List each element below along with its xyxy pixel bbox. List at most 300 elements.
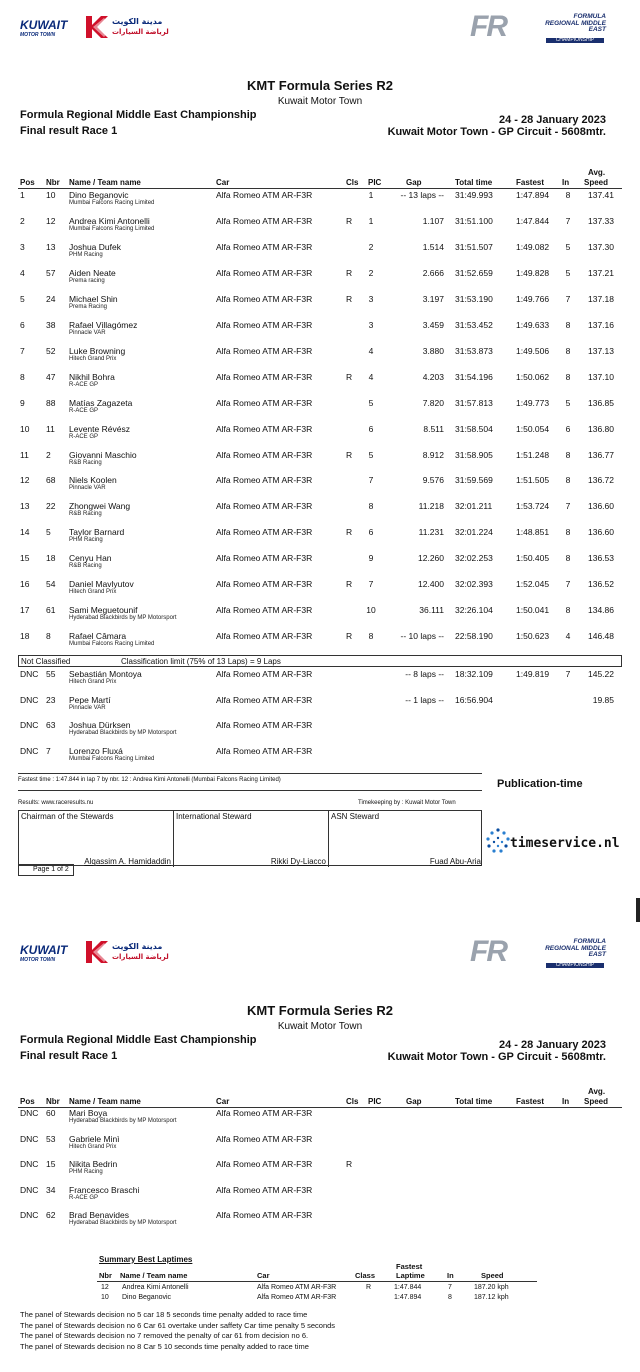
result-nbr: 60 [46, 1108, 56, 1118]
result-name: Nikita Bedrin [69, 1159, 118, 1170]
result-name: Joshua Dufek [69, 241, 121, 252]
result-gap: -- 10 laps -- [400, 631, 444, 642]
result-cls: R [346, 1159, 353, 1170]
result-total: 31:52.659 [455, 267, 493, 278]
result-pic: 2 [368, 267, 374, 278]
result-pic: 7 [368, 579, 374, 590]
result-team: R&B Racing [69, 511, 102, 518]
event-venue: Kuwait Motor Town - GP Circuit - 5608mtr. [387, 1051, 606, 1063]
col-header-in: In [562, 1097, 570, 1106]
result-name: Michael Shin [69, 293, 118, 304]
kmt-k-mark-icon [84, 14, 110, 40]
result-total: 31:57.813 [455, 397, 493, 408]
result-row [0, 720, 640, 746]
result-pic: 8 [368, 631, 374, 642]
col-header-nbr: Nbr [46, 178, 60, 187]
result-team: R-ACE GP [69, 381, 99, 388]
result-nbr: 5 [46, 527, 51, 538]
result-fastest: 1:50.623 [516, 631, 550, 642]
result-team: Pinnacle VAR [69, 704, 106, 711]
result-nbr: 61 [46, 605, 56, 616]
result-gap: 3.197 [422, 293, 444, 304]
result-pic: 3 [368, 293, 374, 304]
result-name: Niels Koolen [69, 475, 117, 486]
result-car: Alfa Romeo ATM AR-F3R [216, 267, 313, 278]
result-row [0, 527, 640, 553]
result-total: 31:53.873 [455, 345, 493, 356]
result-total: 31:59.569 [455, 475, 493, 486]
result-pos: 16 [20, 579, 30, 590]
result-cls: R [346, 449, 353, 460]
result-pos: 9 [20, 397, 25, 408]
results-url: Results: www.raceresults.nu [18, 800, 94, 806]
result-name: Taylor Barnard [69, 527, 125, 538]
result-row [0, 294, 640, 320]
result-team: Pinnacle VAR [69, 485, 106, 492]
result-nbr: 52 [46, 345, 56, 356]
summary-nbr: 12 [101, 1284, 109, 1291]
summary-col-nbr: Nbr [99, 1271, 112, 1280]
summary-col-laptime: Laptime [396, 1271, 425, 1280]
result-cls: R [346, 527, 353, 538]
result-total: 31:53.452 [455, 319, 493, 330]
not-classified-bar [18, 655, 622, 667]
result-fastest: 1:48.851 [516, 527, 550, 538]
result-in: 8 [565, 319, 571, 330]
result-name: Zhongwei Wang [69, 501, 131, 512]
page-title: KMT Formula Series R2 [247, 1003, 393, 1018]
result-team: PHM Racing [69, 537, 103, 544]
fr-logo-mark: FR [470, 10, 506, 43]
result-pic: 6 [368, 423, 374, 434]
result-pic: 4 [368, 345, 374, 356]
result-pos: DNC [20, 669, 39, 679]
result-speed: 137.18 [588, 293, 614, 304]
result-gap: 2.666 [422, 267, 444, 278]
result-name: Cenyu Han [69, 553, 112, 564]
result-total: 31:53.190 [455, 293, 493, 304]
steward-note: The panel of Stewards decision no 6 Car 61 overtake under saffety Car time penalty 5 seconds [20, 1320, 336, 1330]
result-gap: -- 13 laps -- [400, 190, 444, 200]
result-pic: 2 [368, 241, 374, 252]
result-team: PHM Racing [69, 1169, 103, 1176]
kmt-logo-sub: MOTOR TOWN [20, 957, 56, 963]
kmt-logo-arabic-sub: لرياضة السيارات [112, 953, 169, 961]
col-header-speed: Speed [584, 1097, 609, 1106]
result-total: 31:54.196 [455, 371, 493, 382]
result-gap: 7.820 [422, 397, 444, 408]
result-total: 31:51.507 [455, 241, 493, 252]
summary-car: Alfa Romeo ATM AR-F3R [257, 1284, 337, 1291]
col-header-pos: Pos [20, 1097, 35, 1106]
kmt-logo-word: KUWAIT [20, 18, 68, 32]
result-pos: 5 [20, 293, 25, 304]
result-row [0, 242, 640, 268]
championship-title: Formula Regional Middle East Championship [20, 1034, 257, 1046]
fastest-time-note: Fastest time : 1:47.844 in lap 7 by nbr. 12 : Andrea Kimi Antonelli (Mumbai Falcons Racing Limited) [18, 777, 281, 783]
result-team: Hyderabad Blackbirds by MP Motorsport [69, 1220, 177, 1227]
result-cls: R [346, 371, 353, 382]
result-car: Alfa Romeo ATM AR-F3R [216, 1210, 313, 1221]
fr-logo-badge: CHAMPIONSHIP [546, 963, 604, 968]
result-car: Alfa Romeo ATM AR-F3R [216, 1159, 313, 1170]
col-header-cls: Cls [346, 1097, 359, 1106]
result-speed: 137.41 [588, 190, 614, 200]
result-row [0, 398, 640, 424]
race-title: Final result Race 1 [20, 125, 118, 137]
result-name: Joshua Dürksen [69, 720, 131, 731]
result-fastest: 1:49.633 [516, 319, 550, 330]
result-total: 31:58.504 [455, 423, 493, 434]
result-pos: 7 [20, 345, 25, 356]
result-name: Rafael Villagómez [69, 319, 138, 330]
result-row [0, 746, 640, 772]
result-fastest: 1:49.506 [516, 345, 550, 356]
result-speed: 19.85 [592, 694, 614, 705]
kmt-logo-word: KUWAIT [20, 943, 68, 957]
result-pos: DNC [20, 1184, 39, 1195]
kmt-logo-sub: MOTOR TOWN [20, 32, 56, 38]
result-pos: 10 [20, 423, 30, 434]
result-gap: 4.203 [422, 371, 444, 382]
result-in: 8 [565, 449, 571, 460]
result-row [0, 475, 640, 501]
event-date: 24 - 28 January 2023 [498, 114, 606, 126]
result-gap: 1.107 [422, 215, 444, 226]
result-gap: 1.514 [422, 241, 444, 252]
col-header-avg: Avg. [588, 168, 606, 177]
result-pos: DNC [20, 745, 39, 756]
result-nbr: 8 [46, 631, 51, 642]
result-in: 5 [565, 397, 571, 408]
result-pos: 13 [20, 501, 30, 512]
result-nbr: 54 [46, 579, 56, 590]
result-row [0, 631, 640, 657]
result-pic: 10 [366, 605, 376, 616]
result-car: Alfa Romeo ATM AR-F3R [216, 553, 313, 564]
result-nbr: 13 [46, 241, 56, 252]
result-speed: 137.33 [588, 215, 614, 226]
result-car: Alfa Romeo ATM AR-F3R [216, 241, 313, 252]
summary-in: 7 [448, 1284, 452, 1291]
result-name: Francesco Braschi [69, 1184, 140, 1195]
result-car: Alfa Romeo ATM AR-F3R [216, 319, 313, 330]
result-car: Alfa Romeo ATM AR-F3R [216, 527, 313, 538]
classification-limit: Classification limit (75% of 13 Laps) = 9 Laps [121, 657, 281, 666]
summary-speed: 187.12 kph [474, 1294, 509, 1301]
result-pic: 1 [368, 215, 374, 226]
kmt-k-mark-icon [84, 939, 110, 965]
col-header-in: In [562, 178, 570, 187]
result-car: Alfa Romeo ATM AR-F3R [216, 345, 313, 356]
result-total: 18:32.109 [455, 669, 493, 679]
result-speed: 146.48 [588, 631, 614, 642]
result-row [0, 1185, 640, 1211]
result-pic: 3 [368, 319, 374, 330]
result-row [0, 605, 640, 631]
fr-logo [470, 937, 610, 969]
timeservice-dots-icon [484, 826, 512, 856]
not-classified-label: Not Classified [21, 657, 71, 666]
col-header-gap: Gap [406, 178, 422, 187]
result-fastest: 1:52.045 [516, 579, 550, 590]
result-nbr: 62 [46, 1210, 56, 1221]
result-fastest: 1:49.773 [516, 397, 550, 408]
result-name: Luke Browning [69, 345, 126, 356]
result-team: R&B Racing [69, 459, 102, 466]
result-name: Levente Révész [69, 423, 130, 434]
result-pic: 5 [368, 449, 374, 460]
fr-logo [470, 12, 610, 44]
kmt-logo-arabic-sub: لرياضة السيارات [112, 28, 169, 36]
result-car: Alfa Romeo ATM AR-F3R [216, 745, 313, 756]
result-fastest: 1:51.505 [516, 475, 550, 486]
result-gap: 3.880 [422, 345, 444, 356]
summary-col-cls: Class [355, 1271, 376, 1280]
result-speed: 136.52 [588, 579, 614, 590]
summary-col-fastest: Fastest [396, 1262, 423, 1271]
result-pos: 3 [20, 241, 25, 252]
result-nbr: 55 [46, 669, 56, 679]
result-name: Aiden Neate [69, 267, 116, 278]
result-cls: R [346, 631, 353, 642]
result-fastest: 1:50.041 [516, 605, 550, 616]
result-team: Pinnacle VAR [69, 329, 106, 336]
result-car: Alfa Romeo ATM AR-F3R [216, 423, 313, 434]
event-venue: Kuwait Motor Town - GP Circuit - 5608mtr. [387, 126, 606, 138]
summary-lap: 1:47.894 [394, 1294, 422, 1301]
result-in: 7 [565, 293, 571, 304]
result-in: 8 [565, 345, 571, 356]
result-in: 8 [565, 475, 571, 486]
timekeeping: Timekeeping by : Kuwait Motor Town [358, 800, 456, 806]
result-in: 7 [565, 501, 571, 512]
result-nbr: 88 [46, 397, 56, 408]
summary-title: Summary Best Laptimes [99, 1255, 193, 1264]
col-header-fastest: Fastest [516, 1097, 545, 1106]
result-pos: DNC [20, 694, 39, 705]
result-nbr: 57 [46, 267, 56, 278]
result-pos: 8 [20, 371, 25, 382]
result-pos: DNC [20, 720, 39, 731]
result-gap: 9.576 [422, 475, 444, 486]
col-header-nbr: Nbr [46, 1097, 60, 1106]
result-team: Mumbai Falcons Racing Limited [69, 200, 155, 206]
result-fastest: 1:49.766 [516, 293, 550, 304]
result-team: Prema Racing [69, 303, 108, 310]
result-name: Lorenzo Fluxá [69, 745, 123, 756]
result-pic: 8 [368, 501, 374, 512]
result-pos: 6 [20, 319, 25, 330]
result-pos: DNC [20, 1108, 39, 1118]
col-header-total: Total time [455, 1097, 493, 1106]
steward-note: The panel of Stewards decision no 7 removed the penalty of car 61 from decision no 6. [20, 1331, 309, 1340]
page-subtitle: Kuwait Motor Town [277, 96, 363, 107]
result-pic: 6 [368, 527, 374, 538]
result-row [0, 1210, 640, 1236]
result-nbr: 47 [46, 371, 56, 382]
summary-in: 8 [448, 1294, 452, 1301]
result-team: Hyderabad Blackbirds by MP Motorsport [69, 615, 177, 622]
result-pos: 4 [20, 267, 25, 278]
summary-speed: 187.20 kph [474, 1284, 509, 1291]
summary-lap: 1:47.844 [394, 1284, 422, 1291]
result-gap: 11.218 [418, 501, 444, 512]
result-row [0, 372, 640, 398]
result-team: R-ACE GP [69, 1194, 99, 1201]
col-header-car: Car [216, 1097, 230, 1106]
result-name: Daniel Mavlyutov [69, 579, 134, 590]
result-car: Alfa Romeo ATM AR-F3R [216, 190, 313, 200]
result-speed: 136.85 [588, 397, 614, 408]
result-team: Hitech Grand Prix [69, 589, 117, 596]
result-in: 4 [565, 631, 571, 642]
result-nbr: 68 [46, 475, 56, 486]
page-subtitle: Kuwait Motor Town [277, 1021, 363, 1032]
steward-cell [329, 811, 483, 867]
header-underline [18, 188, 622, 189]
result-in: 7 [565, 579, 571, 590]
kmt-logo [20, 939, 170, 965]
championship-title: Formula Regional Middle East Championship [20, 109, 257, 121]
summary-col-in: In [447, 1271, 454, 1280]
result-row [0, 553, 640, 579]
kmt-logo [20, 14, 170, 40]
result-row [0, 695, 640, 721]
steward-cell [19, 811, 174, 867]
result-row [0, 579, 640, 605]
result-pic: 9 [368, 553, 374, 564]
result-name: Rafael Câmara [69, 631, 127, 642]
result-row [0, 320, 640, 346]
result-car: Alfa Romeo ATM AR-F3R [216, 449, 313, 460]
result-team: Mumbai Falcons Racing Limited [69, 755, 155, 762]
col-header-pic: PIC [368, 178, 382, 187]
col-header-speed: Speed [584, 178, 609, 187]
fr-logo-mark: FR [470, 935, 506, 968]
result-team: R-ACE GP [69, 433, 99, 440]
result-pos: 11 [20, 449, 29, 460]
result-speed: 136.53 [588, 553, 614, 564]
col-header-avg: Avg. [588, 1087, 606, 1096]
result-car: Alfa Romeo ATM AR-F3R [216, 293, 313, 304]
footer-rule [18, 773, 482, 774]
result-in: 7 [565, 669, 571, 679]
result-gap: 8.511 [423, 423, 444, 434]
result-speed: 137.30 [588, 241, 614, 252]
result-team: Hitech Grand Prix [69, 679, 117, 685]
result-gap: 3.459 [422, 319, 444, 330]
steward-note: The panel of Stewards decision no 5 car 18 5 seconds time penalty added to race time [20, 1310, 308, 1319]
result-pos: 12 [20, 475, 30, 486]
result-car: Alfa Romeo ATM AR-F3R [216, 501, 313, 512]
footer-rule-2 [18, 790, 482, 791]
result-name: Pepe Martí [69, 694, 111, 705]
steward-title: ASN Steward [331, 812, 380, 821]
summary-col-name: Name / Team name [120, 1271, 188, 1280]
kmt-logo-arabic: مدينة الكويت [112, 942, 163, 951]
result-fastest: 1:51.248 [516, 449, 550, 460]
result-team: Mumbai Falcons Racing Limited [69, 225, 155, 232]
result-name: Sebastián Montoya [69, 669, 142, 679]
result-team: PHM Racing [69, 251, 103, 258]
result-in: 8 [565, 371, 571, 382]
result-fastest: 1:47.844 [516, 215, 550, 226]
result-pos: 15 [20, 553, 30, 564]
summary-underline [97, 1281, 537, 1282]
timeservice-text: timeservice.nl [510, 836, 620, 851]
result-name: Brad Benavides [69, 1210, 130, 1221]
summary-name: Dino Beganovic [122, 1294, 172, 1301]
result-pos: 1 [20, 190, 25, 200]
steward-title: Chairman of the Stewards [21, 812, 114, 821]
result-in: 5 [565, 267, 571, 278]
result-row [0, 190, 640, 216]
result-nbr: 63 [46, 720, 56, 731]
col-header-total: Total time [455, 178, 493, 187]
result-nbr: 23 [46, 694, 56, 705]
result-car: Alfa Romeo ATM AR-F3R [216, 1108, 313, 1118]
result-nbr: 10 [46, 190, 56, 200]
result-row [0, 1108, 640, 1134]
result-pos: 18 [20, 631, 30, 642]
col-header-pic: PIC [368, 1097, 382, 1106]
result-gap: 8.912 [422, 449, 444, 460]
result-fastest: 1:50.054 [516, 423, 550, 434]
result-pos: DNC [20, 1210, 39, 1221]
result-car: Alfa Romeo ATM AR-F3R [216, 631, 313, 642]
result-pos: 2 [20, 215, 25, 226]
result-name: Sami Meguetounif [69, 605, 138, 616]
result-speed: 137.10 [588, 371, 614, 382]
publication-time: Publication-time [497, 778, 583, 790]
result-nbr: 22 [46, 501, 56, 512]
col-header-name: Name / Team name [69, 178, 141, 187]
result-pic: 7 [368, 475, 374, 486]
result-pic: 1 [368, 190, 374, 200]
steward-note: The panel of Stewards decision no 8 Car 5 10 seconds time penalty added to race time [20, 1341, 309, 1351]
result-in: 7 [565, 215, 571, 226]
result-in: 6 [565, 423, 571, 434]
result-nbr: 11 [46, 423, 55, 434]
result-car: Alfa Romeo ATM AR-F3R [216, 720, 313, 731]
result-car: Alfa Romeo ATM AR-F3R [216, 1184, 313, 1195]
result-team: Hitech Grand Prix [69, 1143, 117, 1150]
summary-name: Andrea Kimi Antonelli [122, 1284, 189, 1291]
result-team: Prema racing [69, 277, 105, 284]
result-car: Alfa Romeo ATM AR-F3R [216, 475, 313, 486]
result-row [0, 216, 640, 242]
result-total: 32:02.393 [455, 579, 493, 590]
result-fastest: 1:53.724 [516, 501, 550, 512]
result-speed: 134.86 [588, 605, 614, 616]
results-page-2 [0, 925, 640, 1372]
result-total: 32:26.104 [455, 605, 493, 616]
summary-car: Alfa Romeo ATM AR-F3R [257, 1294, 337, 1301]
result-gap: -- 1 laps -- [405, 694, 444, 705]
result-in: 8 [565, 527, 571, 538]
result-name: Matías Zagazeta [69, 397, 133, 408]
result-total: 32:01.224 [455, 527, 493, 538]
result-fastest: 1:49.819 [516, 669, 550, 679]
result-speed: 136.80 [588, 423, 614, 434]
result-fastest: 1:47.894 [516, 190, 550, 200]
result-total: 31:58.905 [455, 449, 493, 460]
result-row [0, 1159, 640, 1185]
steward-name: Rikki Dy-Liacco [270, 857, 326, 866]
result-cls: R [346, 215, 353, 226]
page-title: KMT Formula Series R2 [247, 78, 393, 93]
